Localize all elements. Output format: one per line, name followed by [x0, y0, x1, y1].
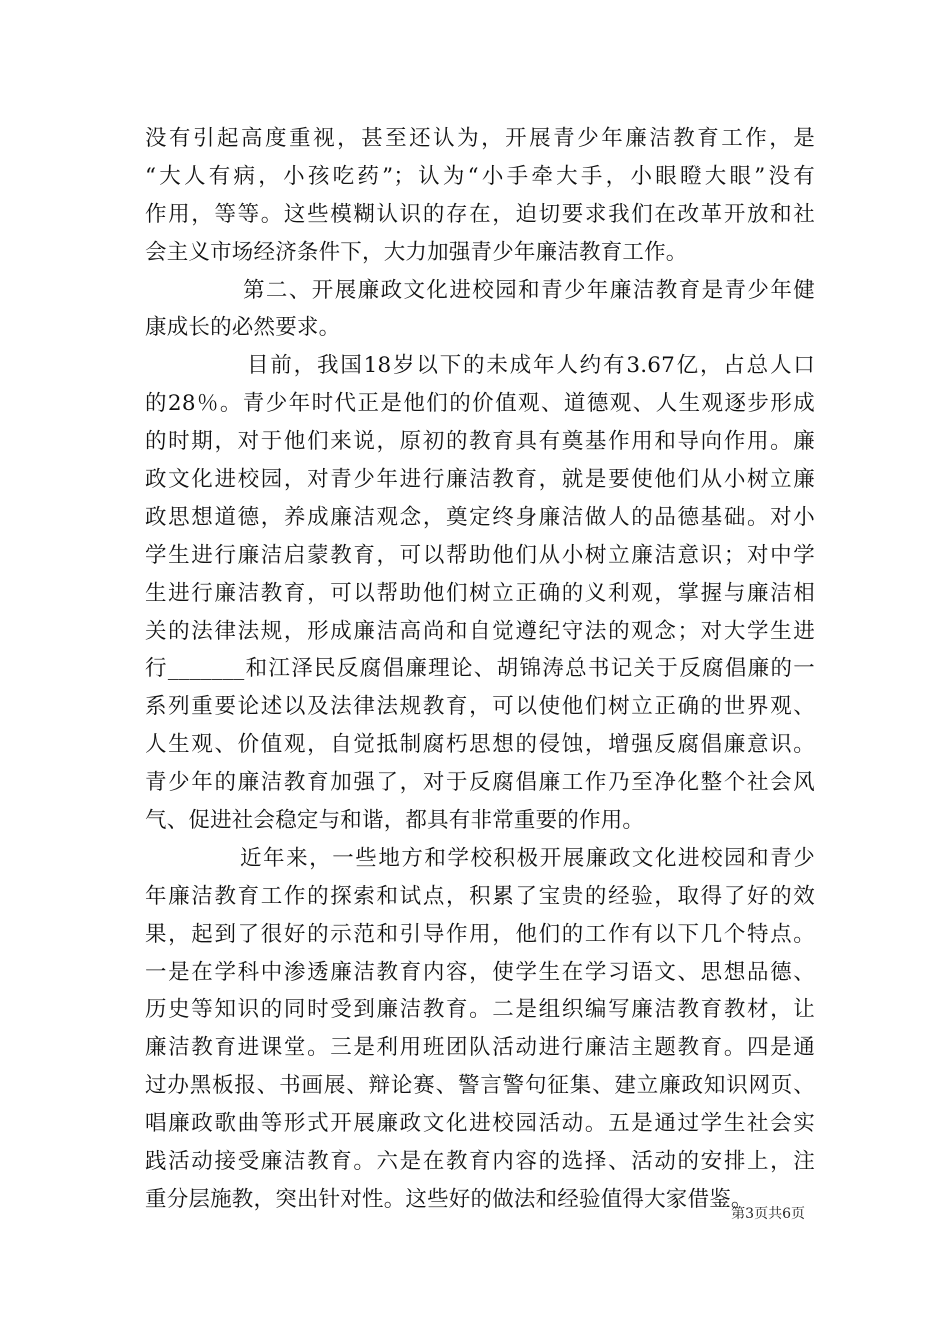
text-line: 果，起到了很好的示范和引导作用，他们的工作有以下几个特点。	[145, 921, 815, 947]
text-line: 践活动接受廉洁教育。六是在教育内容的选择、活动的安排上，注	[145, 1149, 815, 1175]
text-line: 人生观、价值观，自觉抵制腐朽思想的侵蚀，增强反腐倡廉意识。	[145, 732, 815, 758]
text-line: 一是在学科中渗透廉洁教育内容，使学生在学习语文、思想品德、	[145, 959, 815, 985]
text-line: “大人有病，小孩吃药”；认为“小手牵大手，小眼瞪大眼”没有	[145, 163, 815, 189]
text-line: 廉洁教育进课堂。三是利用班团队活动进行廉洁主题教育。四是通	[145, 1035, 815, 1061]
text-line: 政思想道德，养成廉洁观念，奠定终身廉洁做人的品德基础。对小	[145, 504, 815, 530]
text-line: 的时期，对于他们来说，原初的教育具有奠基作用和导向作用。廉	[145, 429, 815, 455]
text-line: 过办黑板报、书画展、辩论赛、警言警句征集、建立廉政知识网页、	[145, 1073, 815, 1099]
paragraph-start-line: 第二、开展廉政文化进校园和青少年廉洁教育是青少年健	[243, 277, 815, 303]
text-line: 生进行廉洁教育，可以帮助他们树立正确的义利观，掌握与廉洁相	[145, 580, 815, 606]
text-line: 气、促进社会稳定与和谐，都具有非常重要的作用。	[145, 808, 645, 834]
body-text	[145, 120, 815, 1219]
paragraph-start-line: 近年来，一些地方和学校积极开展廉政文化进校园和青少	[240, 845, 815, 871]
text-line: 重分层施教，突出针对性。这些好的做法和经验值得大家借鉴。	[145, 1186, 753, 1212]
text-line: 的28％。青少年时代正是他们的价值观、道德观、人生观逐步形成	[145, 391, 815, 417]
text-line: 学生进行廉洁启蒙教育，可以帮助他们从小树立廉洁意识；对中学	[145, 542, 815, 568]
text-line: 历史等知识的同时受到廉洁教育。二是组织编写廉洁教育教材，让	[145, 997, 815, 1023]
text-line: 唱廉政歌曲等形式开展廉政文化进校园活动。五是通过学生社会实	[145, 1111, 815, 1137]
text-line: 行_______和江泽民反腐倡廉理论、胡锦涛总书记关于反腐倡廉的一	[145, 656, 815, 682]
text-line: 作用，等等。这些模糊认识的存在，迫切要求我们在改革开放和社	[145, 201, 815, 227]
text-line: 康成长的必然要求。	[145, 315, 341, 341]
text-line: 会主义市场经济条件下，大力加强青少年廉洁教育工作。	[145, 239, 688, 265]
text-line: 系列重要论述以及法律法规教育，可以使他们树立正确的世界观、	[145, 694, 815, 720]
text-line: 没有引起高度重视，甚至还认为，开展青少年廉洁教育工作，是	[145, 126, 815, 151]
text-line: 年廉洁教育工作的探索和试点，积累了宝贵的经验，取得了好的效	[145, 883, 815, 909]
paragraph-start-line: 目前，我国18岁以下的未成年人约有3.67亿，占总人口	[247, 353, 815, 379]
text-line: 青少年的廉洁教育加强了，对于反腐倡廉工作乃至净化整个社会风	[145, 770, 815, 796]
text-line: 关的法律法规，形成廉洁高尚和自觉遵纪守法的观念；对大学生进	[145, 618, 815, 644]
text-line: 政文化进校园，对青少年进行廉洁教育，就是要使他们从小树立廉	[145, 467, 815, 493]
page-number-footer: 第3页共6页	[731, 1206, 805, 1222]
